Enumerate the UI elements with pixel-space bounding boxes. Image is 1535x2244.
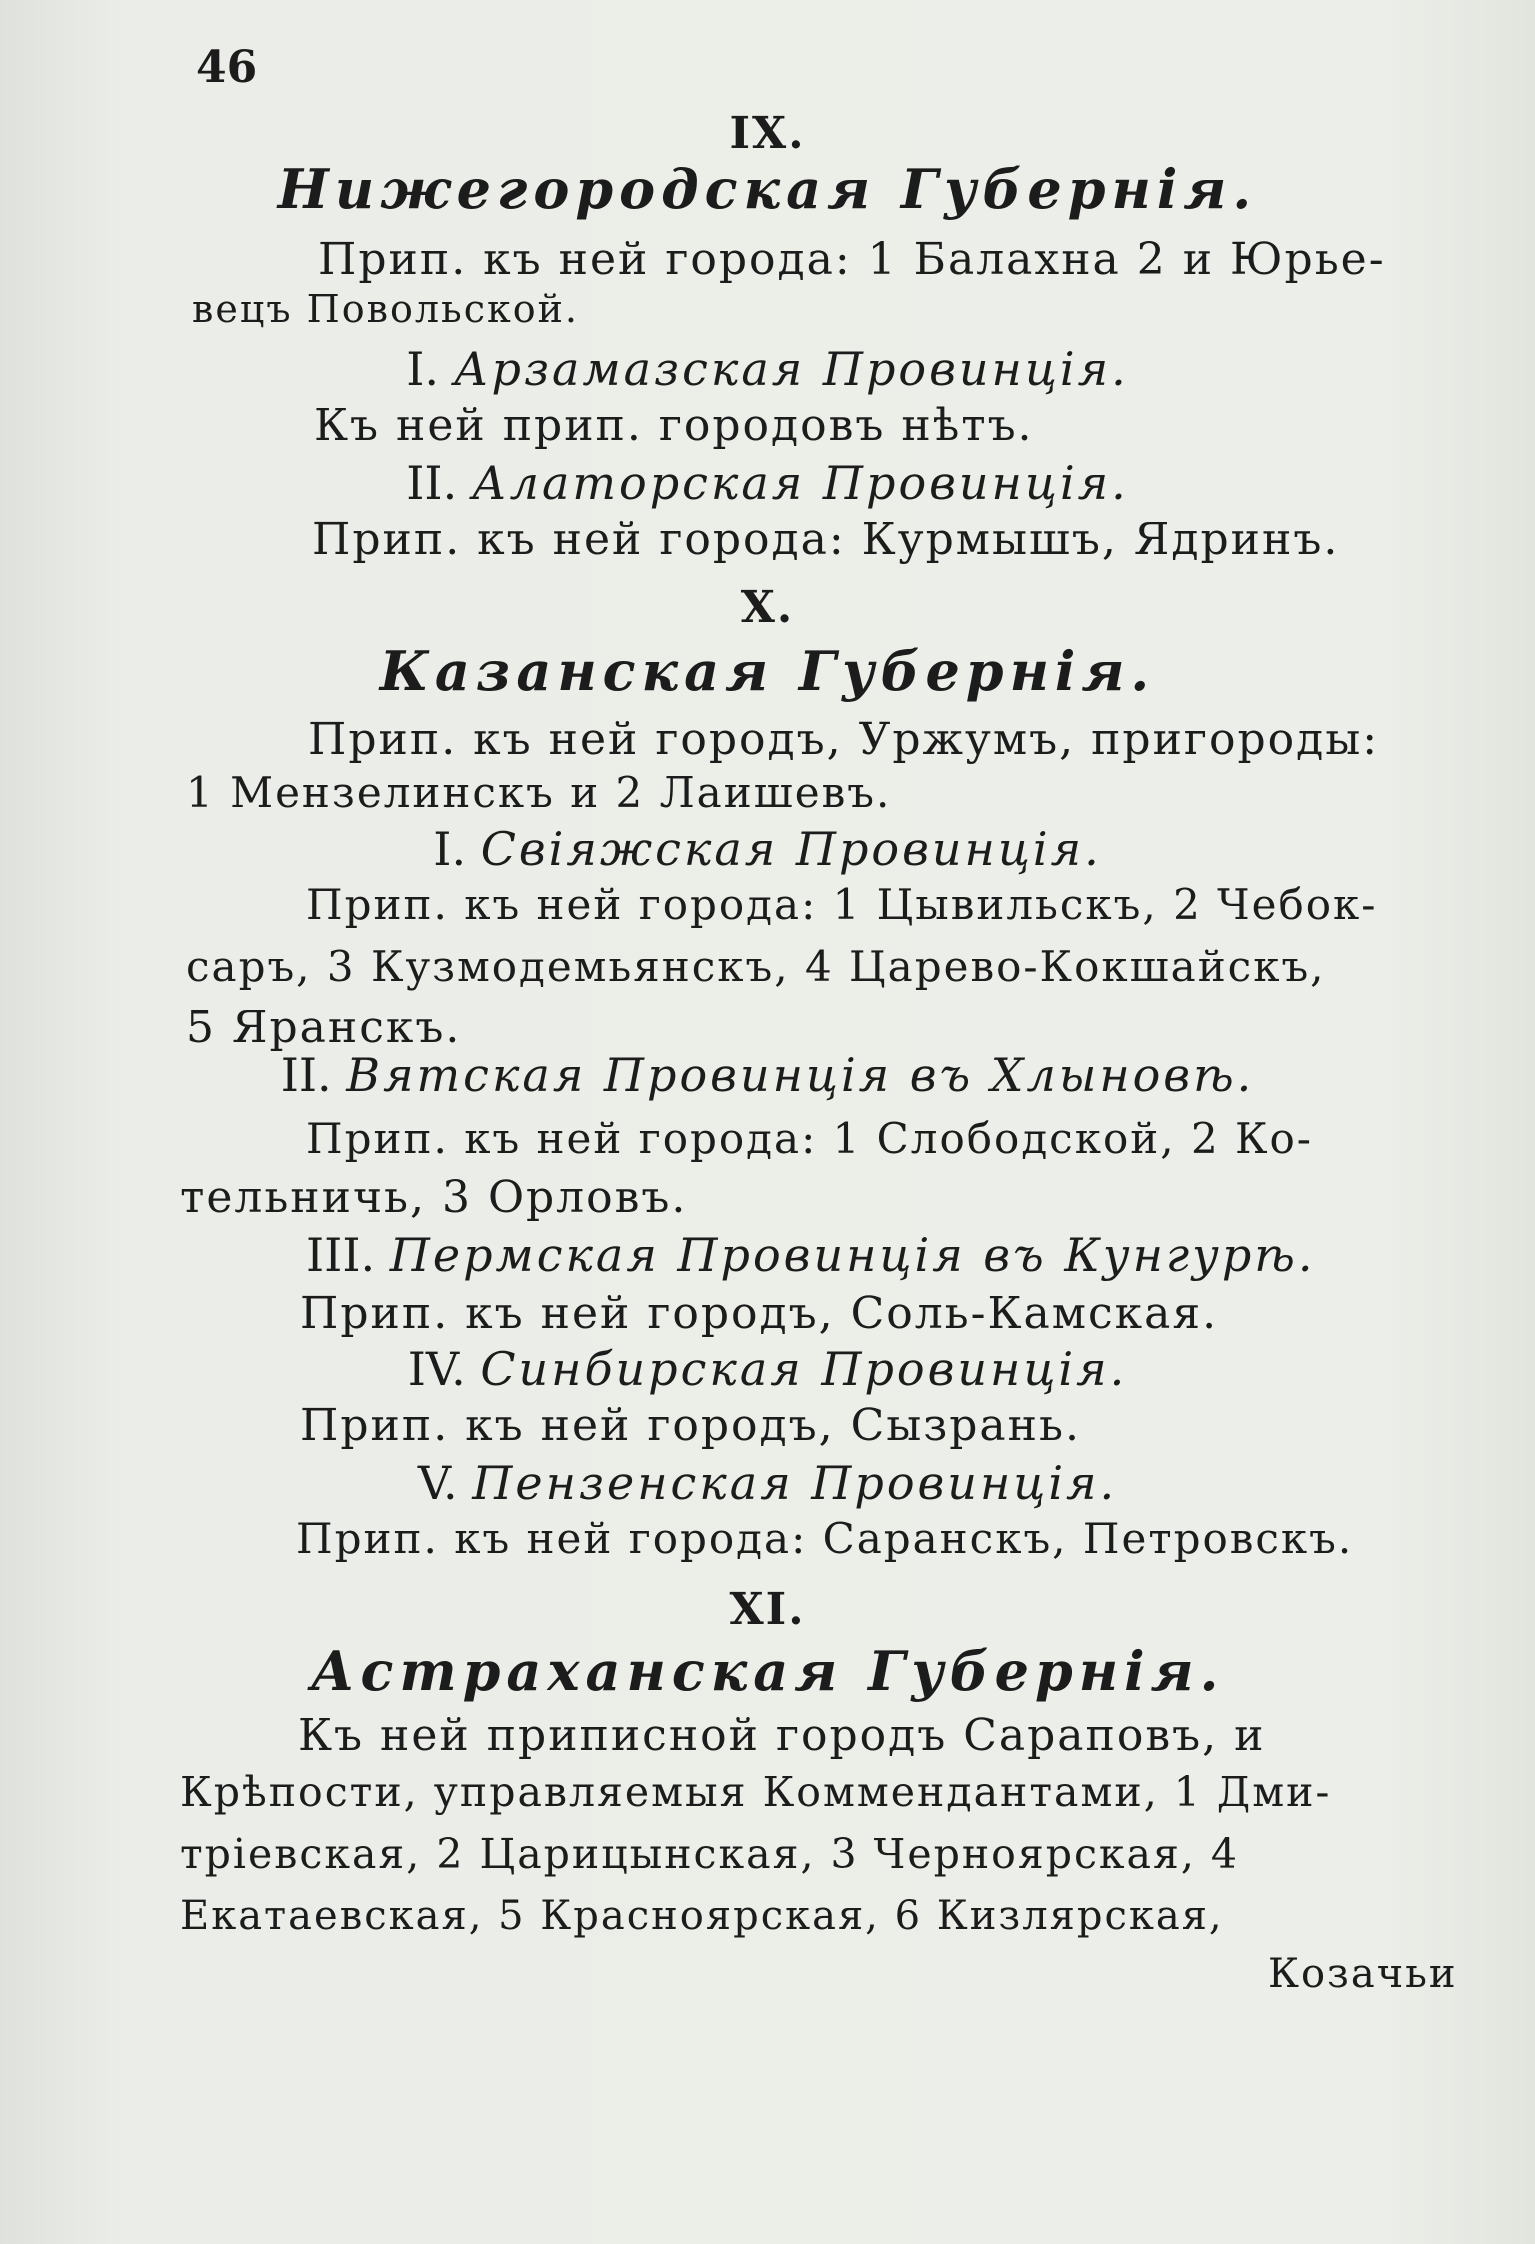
text-line: Прип. къ ней городъ, Соль-Камская. (300, 1288, 1219, 1339)
governorate-title-astrakhan: Астраханская Губернія. (310, 1639, 1225, 1703)
text-line: Крѣпости, управляемыя Коммендантами, 1 Дми- (180, 1768, 1332, 1816)
text-line: тельничь, 3 Орловъ. (180, 1172, 688, 1223)
province-heading: I. Свіяжская Провинція. (433, 822, 1102, 876)
text-line: Прип. къ ней города: Курмышъ, Ядринъ. (312, 514, 1340, 565)
text-line: Къ ней прип. городовъ нѣтъ. (314, 400, 1034, 451)
text-line: 5 Яранскъ. (186, 1002, 462, 1053)
catchword: Козачьи (1268, 1951, 1458, 1997)
text-line: 1 Мензелинскъ и 2 Лаишевъ. (186, 768, 892, 817)
page-number: 46 (196, 42, 258, 93)
province-heading: II. Вятская Провинція въ Хлыновѣ. (280, 1048, 1255, 1102)
governorate-title-kazan: Казанская Губернія. (379, 639, 1156, 703)
province-heading: IV. Синбирская Провинція. (407, 1342, 1128, 1396)
text-line: саръ, 3 Кузмодемьянскъ, 4 Царево-Кокшайскъ, (186, 942, 1326, 991)
text-line: Къ ней приписной городъ Сараповъ, и (298, 1710, 1266, 1761)
province-heading: III. Пермская Провинція въ Кунгурѣ. (306, 1228, 1316, 1282)
text-line: Прип. къ ней города: 1 Слободской, 2 Ко- (306, 1114, 1313, 1163)
text-line: Прип. къ ней города: 1 Цывильскъ, 2 Чебок- (306, 880, 1378, 929)
section-heading-ix: IX. (729, 108, 806, 159)
text-line: Прип. къ ней города: 1 Балахна 2 и Юрье- (318, 234, 1386, 285)
text-line: вецъ Повольской. (192, 287, 580, 331)
province-heading: II. Алаторская Провинція. (406, 456, 1129, 510)
text-line: тріевская, 2 Царицынская, 3 Черноярская, 4 (180, 1830, 1240, 1878)
governorate-title-nizhny-novgorod: Нижегородская Губернія. (277, 157, 1258, 221)
text-line: Прип. къ ней городъ, Уржумъ, пригороды: (308, 714, 1380, 765)
province-heading: I. Арзамазская Провинція. (406, 342, 1129, 396)
section-heading-xi: XI. (729, 1584, 806, 1635)
text-line: Екатаевская, 5 Красноярская, 6 Кизлярская, (180, 1893, 1224, 1939)
section-heading-x: X. (740, 582, 795, 633)
province-heading: V. Пензенская Провинція. (417, 1456, 1118, 1510)
text-line: Прип. къ ней города: Саранскъ, Петровскъ. (296, 1514, 1354, 1563)
text-line: Прип. къ ней городъ, Сызрань. (300, 1400, 1081, 1451)
